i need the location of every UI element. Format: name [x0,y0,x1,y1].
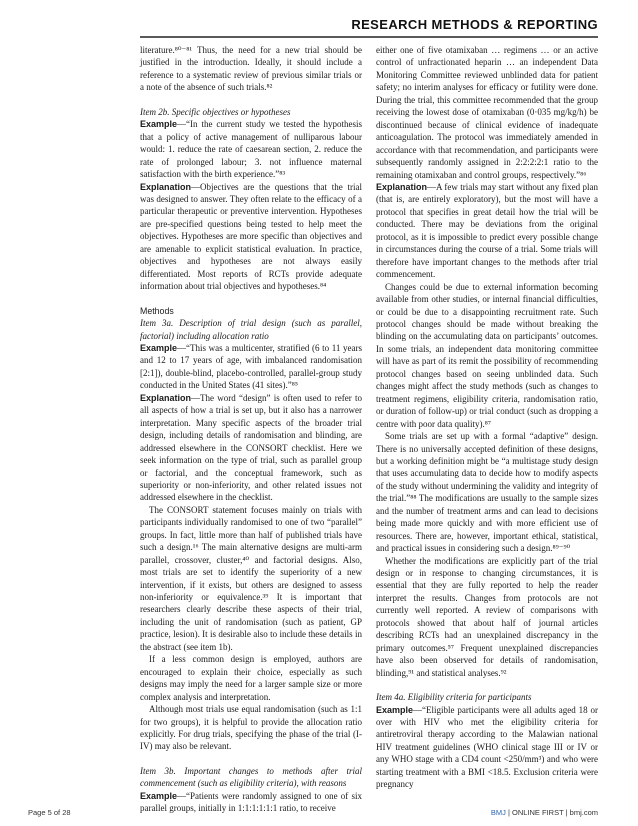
example-3b [140,790,362,815]
page-number: Page 5 of 28 [28,808,71,817]
paragraph: literature.⁸⁰⁻⁸¹ Thus, the need for a new trial should be justified in the introduction. Ideally, it should include a reference to a systematic review of previous similar trials or a note of the absence of such trials.⁸² [140,45,362,93]
methods-heading: Methods [140,305,174,316]
explanation-text: —Objectives are the questions that the trial was designed to answer. They often relate to the efficacy of a particular therapeutic or preventive intervention. Hypotheses are pre-specified questions being tested to help meet the objectives. Hypotheses are more specific than objectives and are amenable to explicit statistical evaluation. In practice, objectives and hypotheses are not always easily differentiated. Most reports of RCTs provide adequate information about trial objectives and hypotheses.⁸⁴ [140,181,362,292]
item-3b-heading: Item 3b. Important changes to methods after trial commencement (such as eligibility criteria), with reasons [140,765,362,789]
explanation-2b [140,181,362,293]
explanation-text: —The word “design” is often used to refer to all aspects of how a trial is set up, but it also has a narrower interpretation. Many specific aspects of the broader trial design, including details of randomisation and blinding, are addressed elsewhere in the CONSORT checklist. Here we seek information on the type of trial, such as parallel group or factorial, and the conceptual framework, such as superiority or non-inferiority, and other related issues not addressed elsewhere in the checklist. [140,392,362,503]
explanation-3b [376,181,598,281]
paragraph: If a less common design is employed, authors are encouraged to explain their choice, especially as such designs may imply the need for a larger sample size or more complex analysis and interpretation. [140,654,362,702]
right-column [376,44,598,791]
example-label: Example [376,704,414,715]
paragraph: The CONSORT statement focuses mainly on trials with participants individually randomised to one of two “parallel” groups. In fact, little more than half of published trials have such a design.¹⁶ The main alternative designs are multi-arm parallel, crossover, cluster,⁴⁰ and factorial designs. Also, most trials are set to identify the superiority of a new intervention, if it exists, but others are designed to assess non-inferiority or equivalence.³⁹ It is important that researchers clearly describe these aspects of their trial, including the unit of randomisation (such as patient, GP practice, lesion). It is desirable also to include these details in the abstract (see item 1b). [140,504,362,652]
example-label: Example [140,790,178,801]
footer-links: | ONLINE FIRST | bmj.com [505,808,598,817]
explanation-text: —A few trials may start without any fixed plan (that is, are entirely exploratory), but the most will have a protocol that specifies in great detail how the trial will be conducted. There may be deviations from the original protocol, as it is impossible to predict every possible change in circumstances during the course of a trial. Some trials will therefore have important changes to the methods after trial commencement. [376,181,598,280]
example-2b [140,118,362,180]
example-label: Example [140,342,178,353]
paragraph: either one of five otamixaban … regimens … or an active control of unfractionated heparin … an independent Data Monitoring Committee reviewed unblinded data for patient safety; no interim analyses for efficacy or futility were done. During the trial, this committee recommended that the group receiving the lowest dose of otamixaban (0·035 mg/kg/h) be discontinued because of clinical evidence of inadequate anticoagulation. The protocol was immediately amended in accordance with that recommendation, and participants were subsequently randomly assigned in 2:2:2:2:1 ratio to the remaining otamixaban and control groups, respectively.”⁸⁶ [376,45,598,180]
item-2b-heading: Item 2b. Specific objectives or hypotheses [140,106,291,117]
explanation-label: Explanation [140,181,192,192]
example-text: —“In the current study we tested the hypothesis that a policy of active management of nulliparous labour would: 1. reduce the rate of caesarean section, 2. reduce the rate of prolonged labour; 3. not influence maternal satisfaction with the birth experience.”⁸³ [140,119,362,180]
item-3a-heading: Item 3a. Description of trial design (such as parallel, factorial) including allocation ratio [140,318,362,341]
footer-journal [491,808,598,817]
example-text: —“This was a multicenter, stratified (6 to 11 years and 12 to 17 years of age, with imbalanced randomisation [2:1]), double-blind, placebo-controlled, parallel-group study conducted in the United States (41 sites).”⁸⁵ [140,342,362,391]
header-rule [140,36,598,38]
example-3a [140,342,362,392]
paragraph: Changes could be due to external information becoming available from other studies, or internal financial difficulties, or could be due to a disappointing recruitment rate. Such protocol changes should be made without breaking the blinding on the accumulating data on participants’ outcomes. In some trials, an independent data monitoring committee will have as part of its remit the possibility of recommending protocol changes based on seeing unblinded data. Such changes might affect the study methods (such as changes to treatment regimens, eligibility criteria, randomisation ratio, or duration of follow-up) or trial conduct (such as dropping a centre with poor data quality).⁸⁷ [376,281,598,429]
paragraph: Although most trials use equal randomisation (such as 1:1 for two groups), it is helpful to provide the allocation ratio explicitly. For drug trials, specifying the phase of the trial (I-IV) may also be relevant. [140,704,362,752]
example-text: —“Eligible participants were all adults aged 18 or over with HIV who met the eligibility criteria for antiretroviral therapy according to the Malawian national HIV treatment guidelines (WHO clinical stage III or IV or any WHO stage with a CD4 count <250/mm³) and who were starting treatment with a BMI <18.5. Exclusion criteria were pregnancy [376,704,598,790]
explanation-label: Explanation [376,181,428,192]
explanation-3a [140,392,362,504]
paragraph: Whether the modifications are explicitly part of the trial design or in response to changing circumstances, it is essential that they are fully reported to help the reader interpret the results. Changes from protocols are not currently well reported. A review of comparisons with protocols showed that about half of journal articles describing RCTs had an unexplained discrepancy in the primary outcomes.⁵⁷ Frequent unexplained discrepancies have also been observed for details of randomisation, blinding,⁹¹ and statistical analyses.⁹² [376,555,598,678]
example-text: —“Patients were randomly assigned to one of six parallel groups, initially in 1:1:1:1:1:1 ratio, to receive [140,790,362,814]
explanation-label: Explanation [140,392,192,403]
paragraph: Some trials are set up with a formal “adaptive” design. There is no universally accepted definition of these designs, but a working definition might be “a multistage study design that uses accumulating data to decide how to modify aspects of the study without undermining the validity and integrity of the trial.”⁸⁸ The modifications are usually to the sample sizes and the number of treatment arms and can lead to decisions being made more quickly and with more efficient use of resources. There are, however, important ethical, statistical, and practical issues in considering such a design.⁸⁹⁻⁹⁰ [376,431,598,554]
bmj-logo-text: BMJ [490,808,506,817]
example-4a [376,704,598,791]
left-column [140,44,362,815]
section-header: RESEARCH METHODS & REPORTING [351,17,598,32]
example-label: Example [140,119,178,130]
item-4a-heading: Item 4a. Eligibility criteria for participants [376,692,532,703]
